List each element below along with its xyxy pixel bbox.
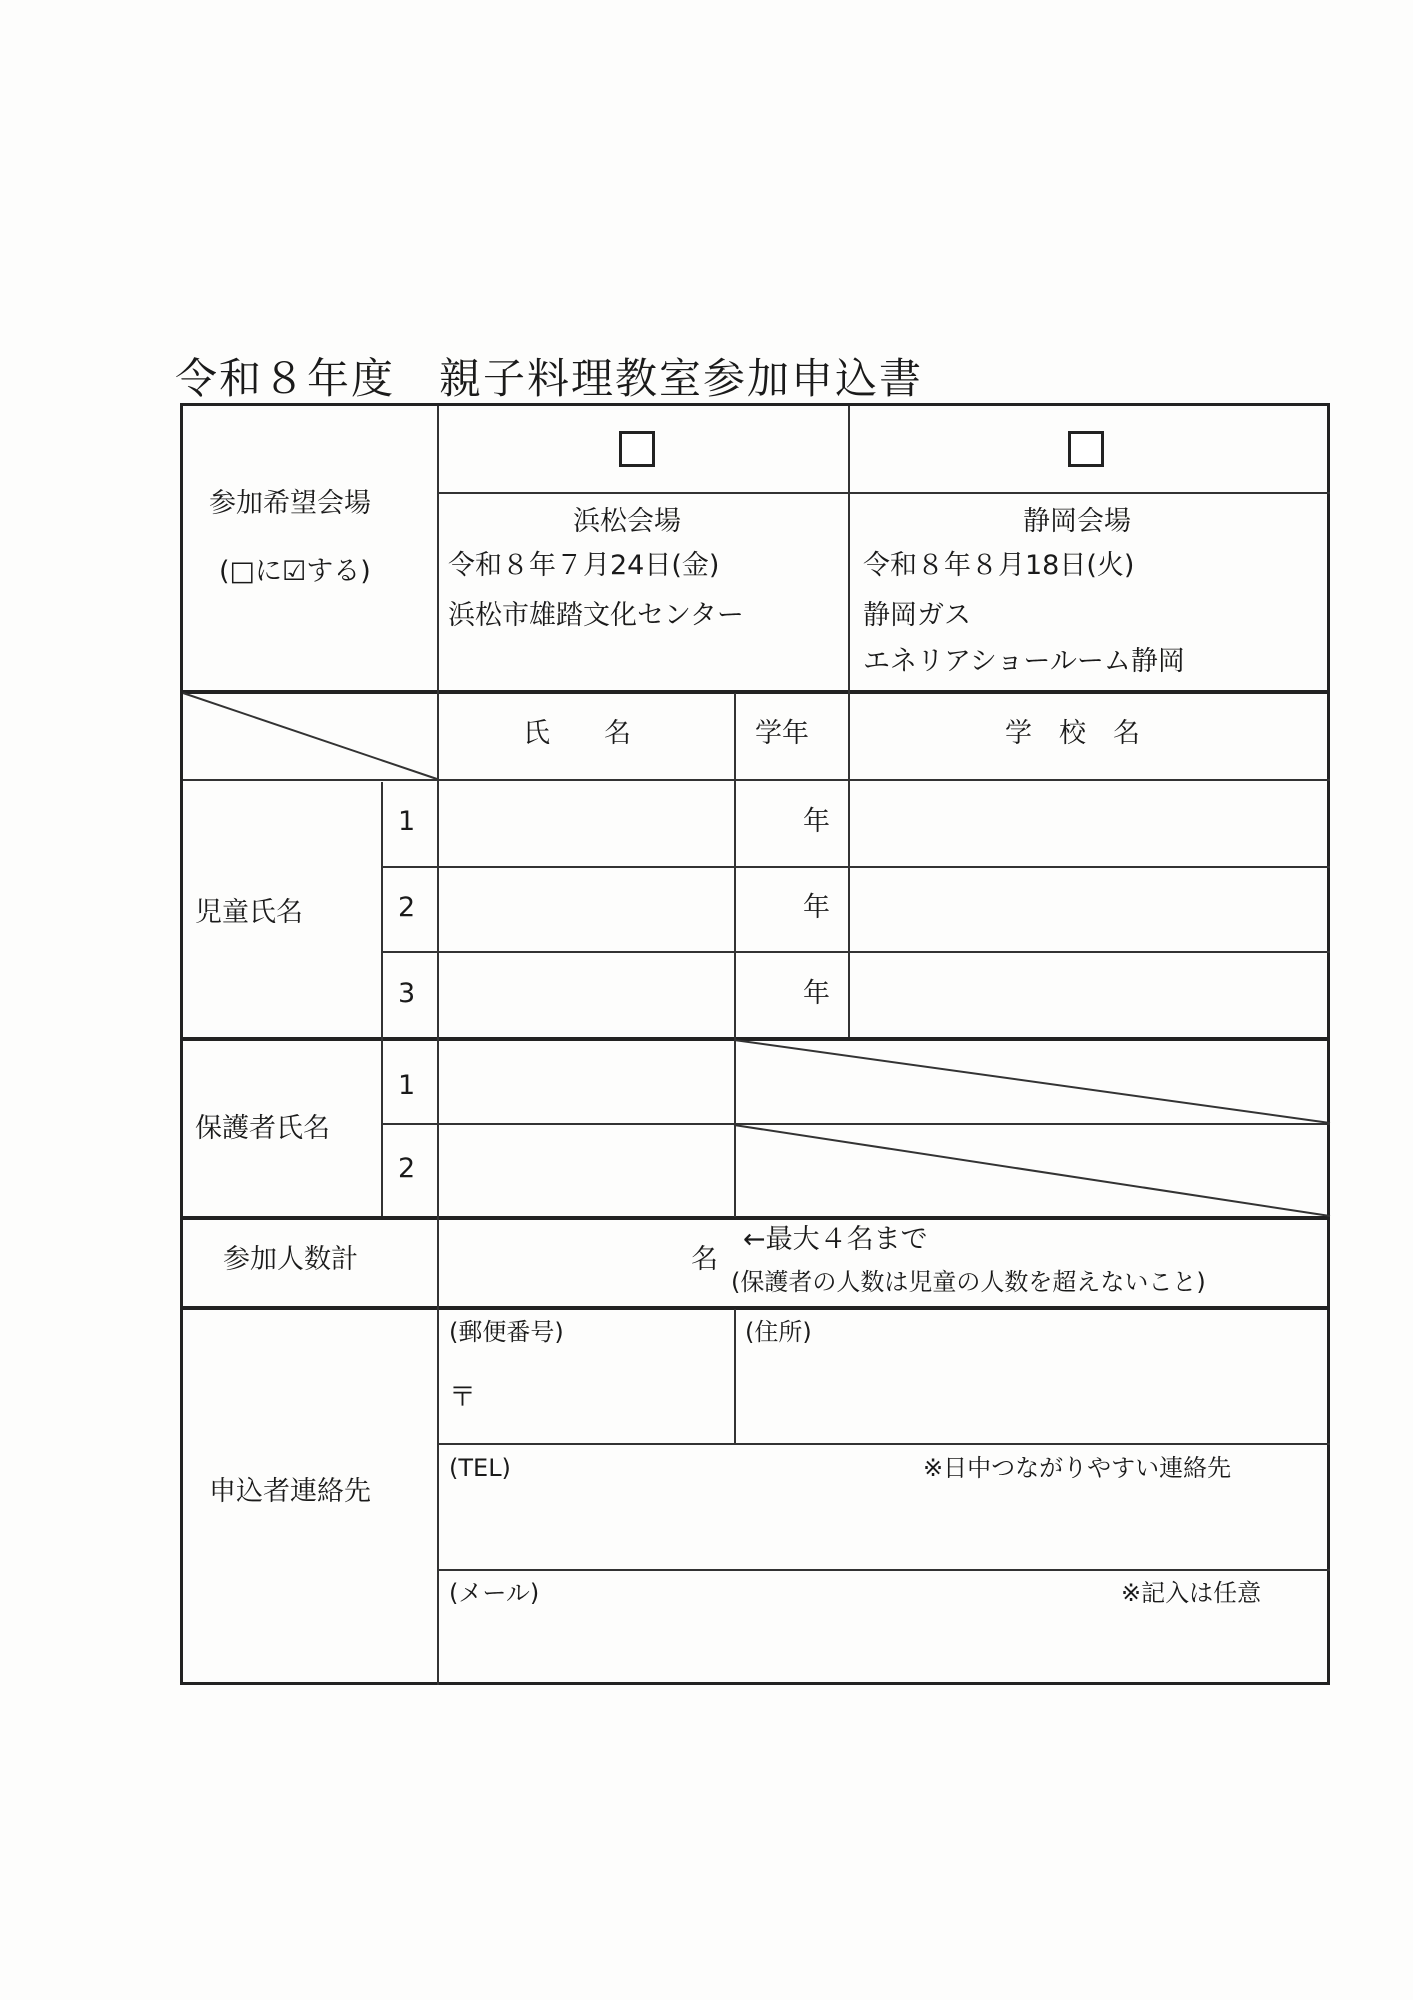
shizuoka-venue-date: 令和８年８月18日(火)	[863, 550, 1135, 581]
shizuoka-venue-place-2: エネリアショールーム静岡	[863, 646, 1185, 677]
total-unit: 名	[691, 1244, 718, 1275]
venue-label: 参加希望会場	[209, 488, 371, 519]
name-column-header: 氏 名	[523, 718, 631, 749]
grade-column-header: 学年	[755, 718, 809, 749]
hamamatsu-venue-date: 令和８年７月24日(金)	[448, 550, 720, 581]
form-table	[180, 403, 1330, 1685]
school-column-header: 学 校 名	[1005, 718, 1140, 749]
hamamatsu-venue-name: 浜松会場	[573, 506, 681, 537]
address-label: (住所)	[745, 1318, 812, 1346]
guardian-2-diagonal	[734, 1125, 1330, 1216]
shizuoka-venue-name: 静岡会場	[1023, 506, 1131, 537]
venue-instruction: (□に☑する)	[219, 556, 371, 587]
tel-note: ※日中つながりやすい連絡先	[923, 1454, 1232, 1482]
guardians-label: 保護者氏名	[195, 1113, 330, 1144]
child-2-number: 2	[398, 892, 416, 923]
child-3-number: 3	[398, 978, 416, 1009]
guardian-1-number: 1	[398, 1070, 416, 1101]
shizuoka-venue-place-1: 静岡ガス	[863, 600, 971, 631]
hamamatsu-venue-place: 浜松市雄踏文化センター	[448, 600, 744, 631]
total-max-note: ←最大４名まで	[743, 1224, 928, 1255]
postal-label: (郵便番号)	[449, 1318, 564, 1346]
form-title: 令和８年度 親子料理教室参加申込書	[175, 354, 924, 403]
children-label: 児童氏名	[195, 897, 303, 928]
contact-label: 申込者連絡先	[209, 1476, 371, 1507]
child-1-number: 1	[398, 806, 416, 837]
shizuoka-checkbox[interactable]	[1068, 431, 1104, 467]
total-guardian-note: (保護者の人数は児童の人数を超えないこと)	[731, 1268, 1206, 1296]
postal-mark: 〒	[449, 1382, 476, 1413]
hamamatsu-checkbox[interactable]	[619, 431, 655, 467]
tel-label: (TEL)	[449, 1454, 511, 1482]
header-corner-diagonal	[183, 693, 437, 779]
mail-label: (メール)	[449, 1579, 540, 1607]
child-3-grade-suffix: 年	[803, 978, 830, 1009]
child-1-grade-suffix: 年	[803, 806, 830, 837]
guardian-1-diagonal	[734, 1040, 1330, 1123]
child-2-grade-suffix: 年	[803, 892, 830, 923]
guardian-2-number: 2	[398, 1153, 416, 1184]
mail-note: ※記入は任意	[1121, 1579, 1262, 1607]
total-label: 参加人数計	[223, 1244, 358, 1275]
